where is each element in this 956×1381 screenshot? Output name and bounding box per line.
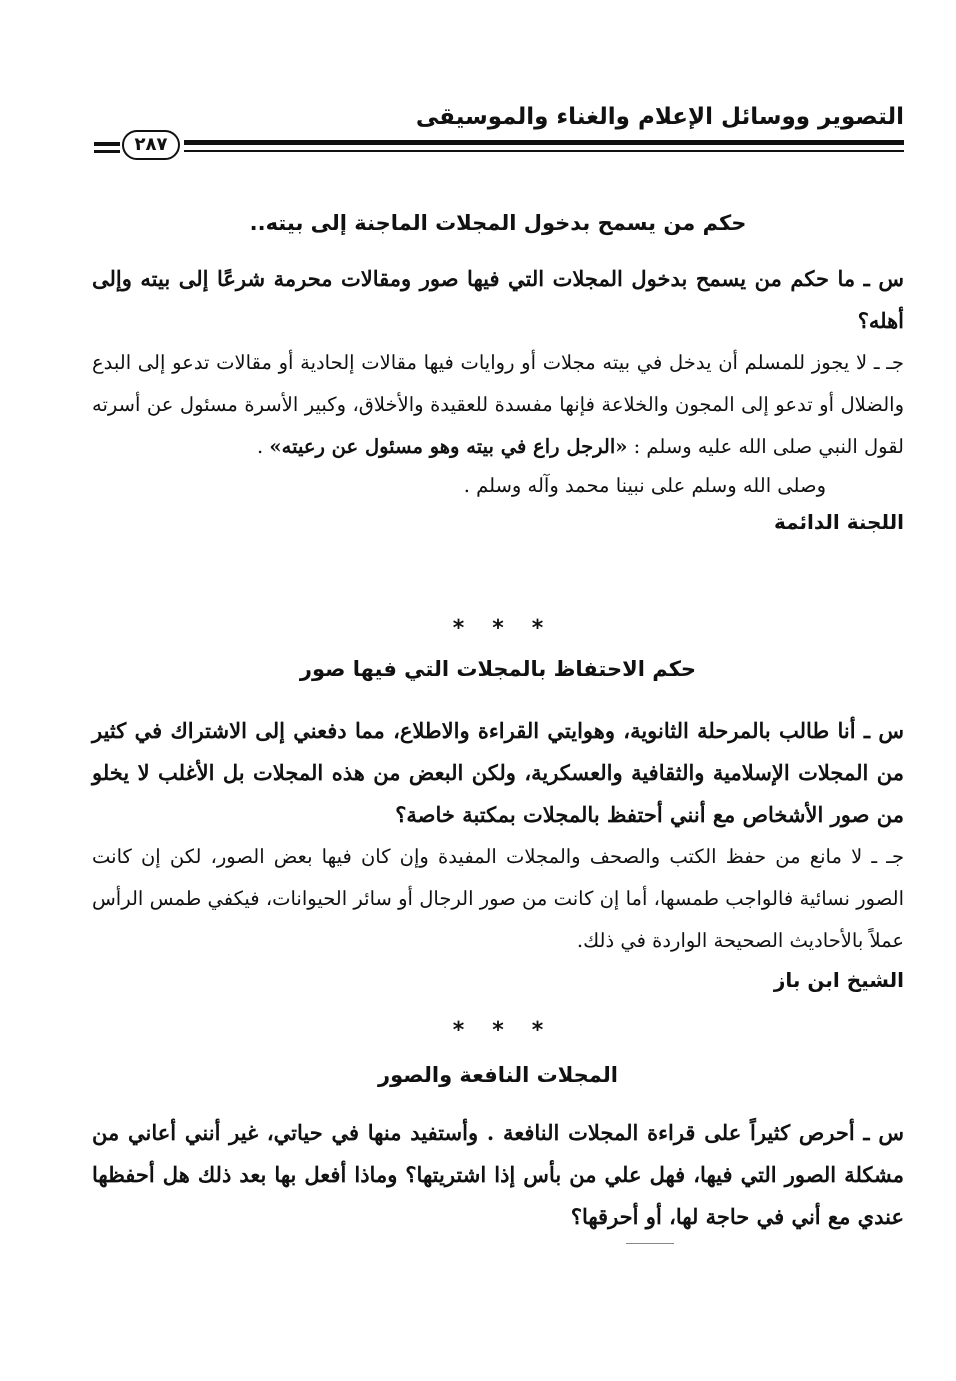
separator-star: * [452, 1018, 465, 1043]
header-rule-end-thick [94, 142, 120, 146]
answer-text: جـ ـ لا مانع من حفظ الكتب والصحف والمجلات المفيدة وإن كان فيها بعض الصور، لكن إن كانت الصور نسائية فالواجب طمسها، أما إن كانت من صور الرجال أو سائر الحيوانات، فيكفي طمس الرأس عملاً بالأحاديث الصحيحة الواردة في ذلك. [92, 845, 904, 952]
section-3 [92, 1058, 904, 1092]
separator-star: * [452, 616, 465, 641]
separator-stars [92, 614, 904, 644]
section-title: حكم الاحتفاظ بالمجلات التي فيها صور [299, 657, 697, 681]
signature: الشيخ ابن باز [773, 968, 904, 992]
running-header-title: التصوير ووسائل الإعلام والغناء والموسيقى [415, 104, 904, 130]
separator-star: * [531, 1018, 544, 1043]
section-2 [92, 652, 904, 686]
footer-mark [626, 1243, 674, 1244]
section-3-body [92, 1112, 904, 1238]
question-text: س ـ أنا طالب بالمرحلة الثانوية، وهوايتي القراءة والاطلاع، مما دفعني إلى الاشتراك في كثير من المجلات الإسلامية والثقافية والعسكرية، ولكن البعض من هذه المجلات بل الأغلب لا يخلو من صور الأشخاص مع أنني أحتفظ بالمجلات بمكتبة خاصة؟ [92, 718, 904, 827]
question-text: س ـ ما حكم من يسمح بدخول المجلات التي فيها صور ومقالات محرمة شرعًا إلى بيته وإلى أهله؟ [92, 266, 904, 333]
separator-star: * [492, 616, 504, 641]
section-title: حكم من يسمح بدخول المجلات الماجنة إلى بيته.. [249, 211, 747, 235]
answer-text: جـ ـ لا يجوز للمسلم أن يدخل في بيته مجلات أو روايات فيها مقالات إلحادية أو مقالات تدعو إلى البدع والضلال أو تدعو إلى المجون والخلاعة فإنها مفسدة للعقيدة والأخلاق، وكبير الأسرة مسئول عن أسرته لقول النبي صلى الله عليه وسلم : «الرجل راع في بيته وهو مسئول عن رعيته» . [92, 351, 904, 458]
separator-star: * [531, 616, 544, 641]
closing-prayer: وصلى الله وسلم على نبينا محمد وآله وسلم . [463, 474, 826, 497]
header-rule-thick [184, 140, 904, 145]
hadith-quote: «الرجل راع في بيته وهو مسئول عن رعيته» [269, 435, 628, 458]
separator-star: * [492, 1018, 504, 1043]
header-rule-thin [184, 150, 904, 152]
section-1-body [92, 258, 904, 540]
question-text: س ـ أحرص كثيراً على قراءة المجلات النافعة . وأستفيد منها في حياتي، غير أنني أعاني من مشكلة الصور التي فيها، فهل علي من بأس إذا اشتريتها؟ وماذا أفعل بها بعد ذلك هل أحفظها عندي مع أني في حاجة لها، أو أحرقها؟ [92, 1120, 904, 1229]
section-1 [92, 206, 904, 240]
section-2-body [92, 710, 904, 998]
signature: اللجنة الدائمة [773, 510, 904, 534]
section-title: المجلات النافعة والصور [378, 1063, 618, 1087]
header-rule-end-thin [94, 150, 120, 153]
page-number: ٢٨٧ [122, 130, 180, 160]
separator-stars [92, 1016, 904, 1046]
